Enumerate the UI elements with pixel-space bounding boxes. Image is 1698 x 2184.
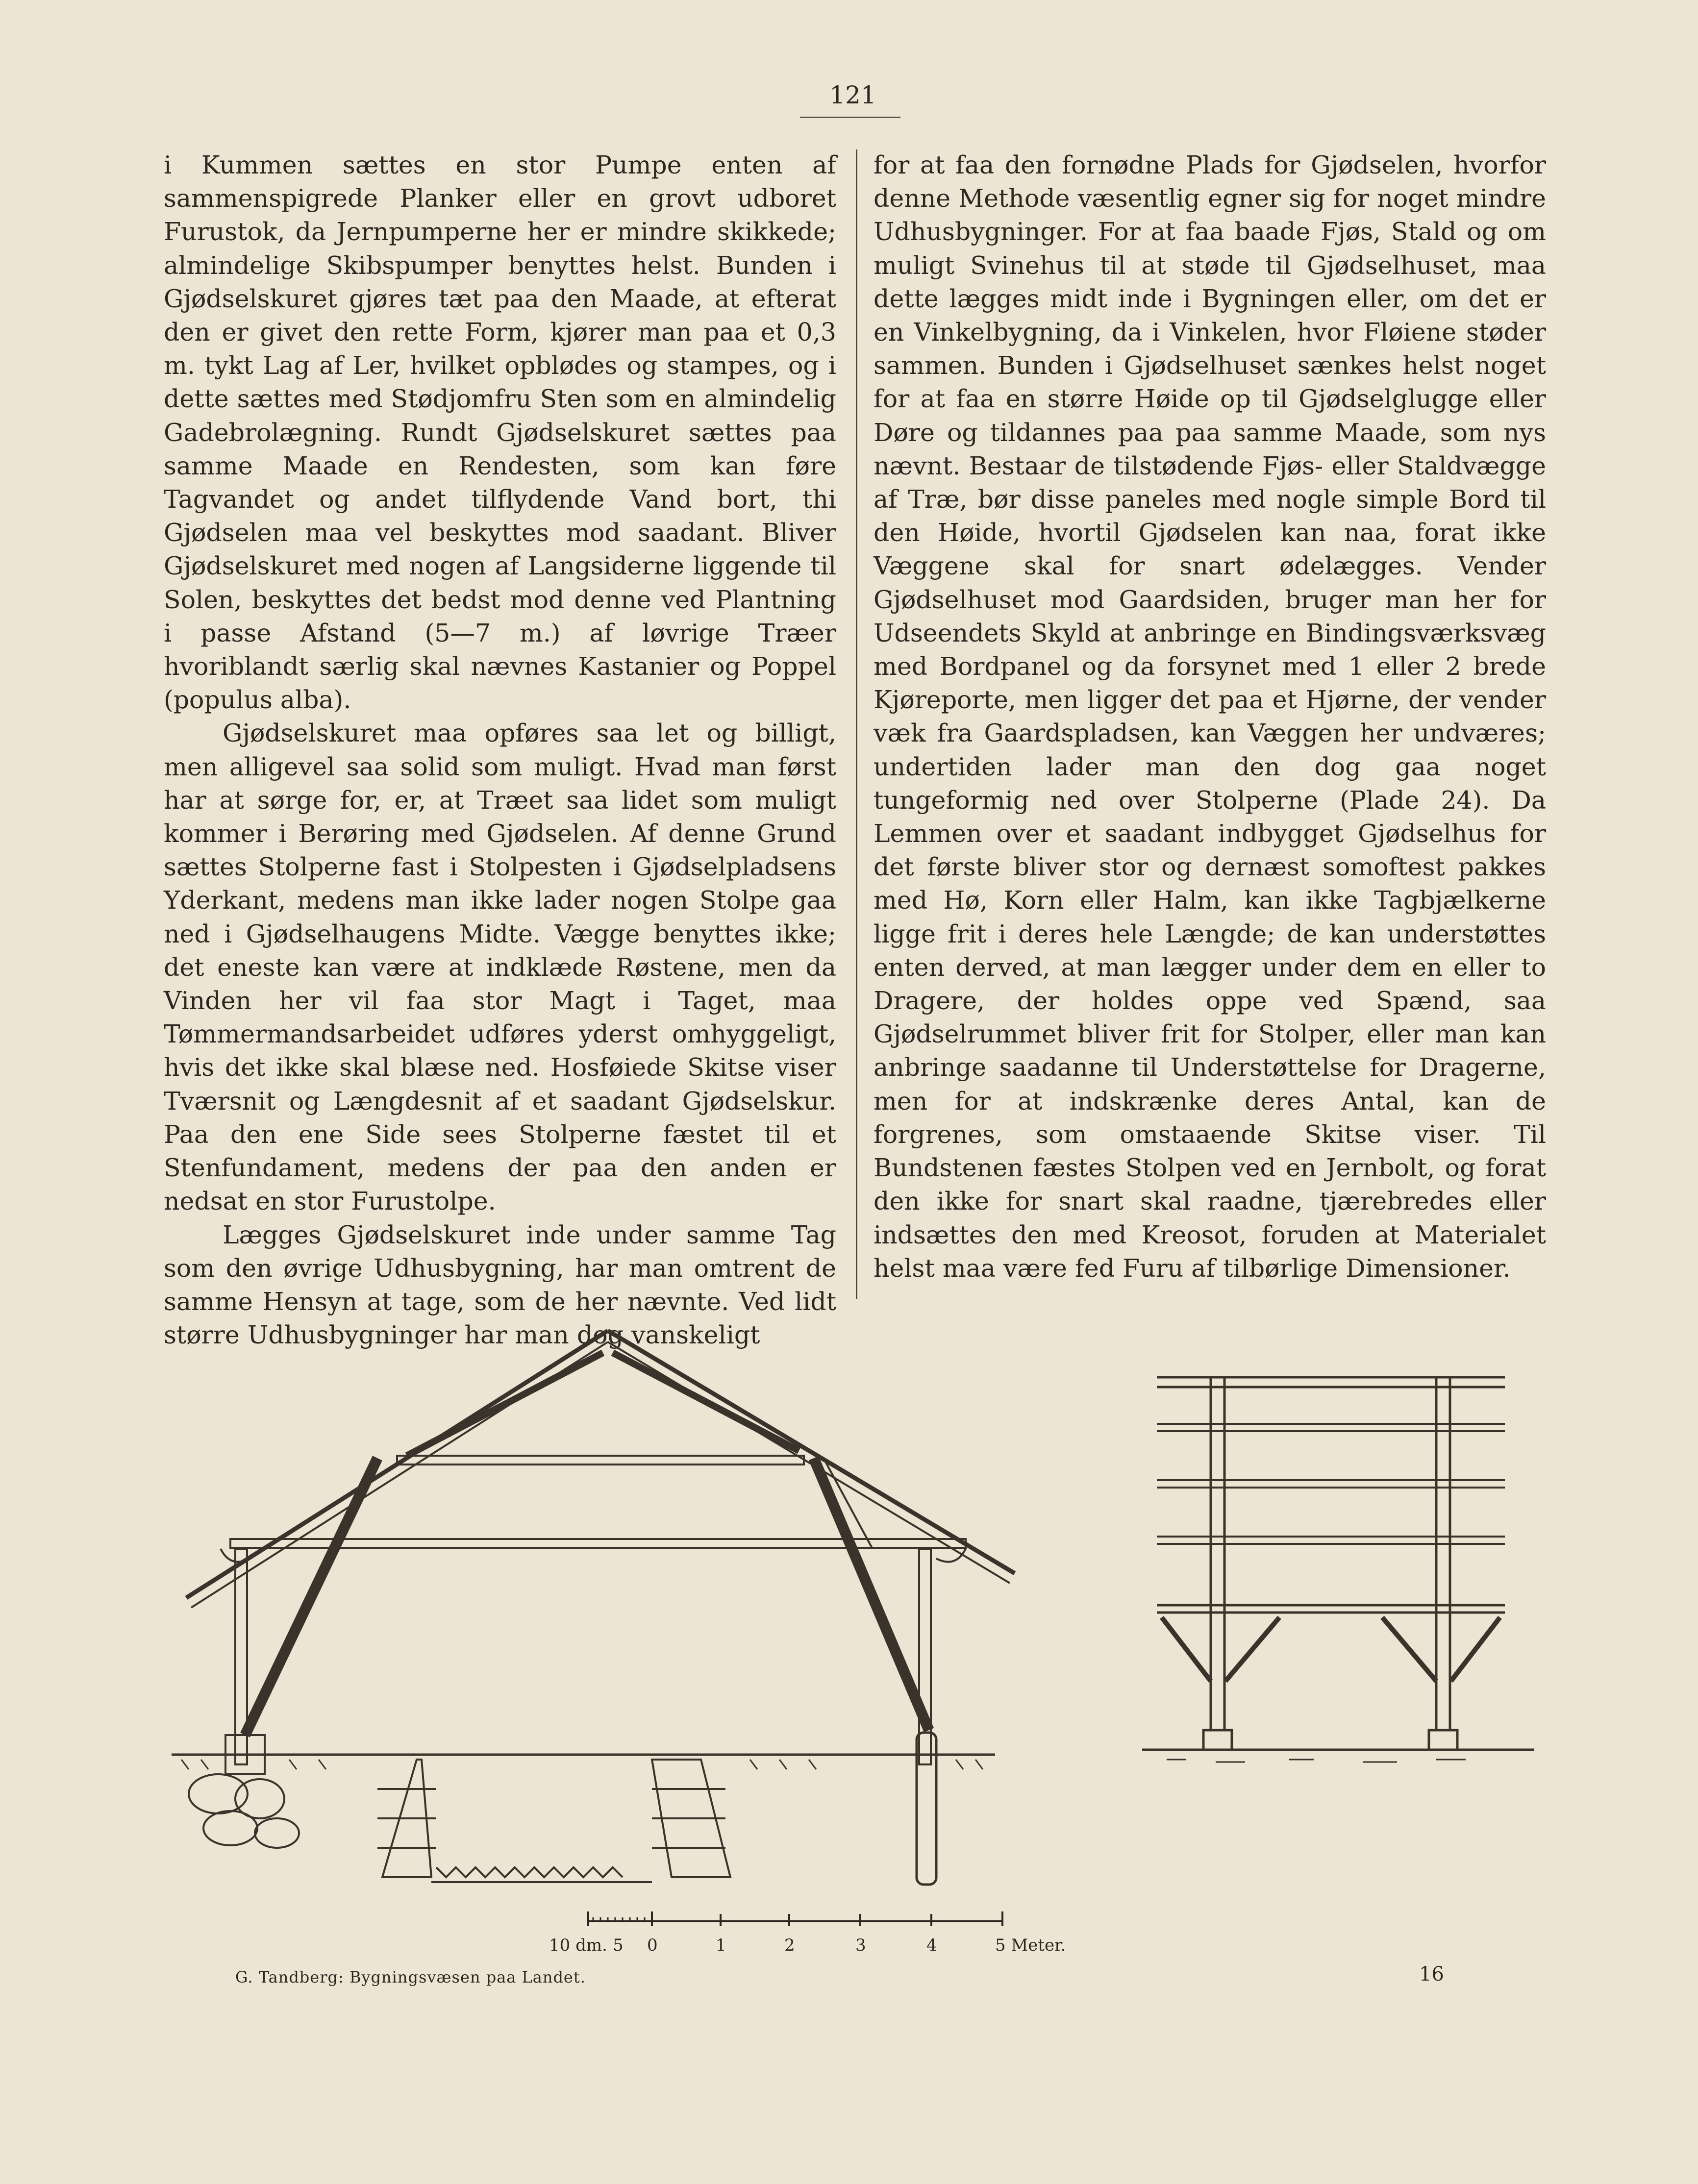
scale-label: 4 [926, 1936, 937, 1955]
scale-label: 5 Meter. [995, 1936, 1066, 1955]
manure-shed-drawing [162, 1318, 1583, 1965]
scale-bar [588, 1911, 1002, 1926]
page-number-rule [800, 117, 900, 118]
scale-label: 10 dm. [549, 1936, 607, 1955]
paragraph: for at faa den fornødne Plads for Gjødselen, hvorfor denne Methode væsentlig egner sig for noget mindre Udhusbygninger. For at faa baade Fjøs, Stald og om muligt Svinehus til at støde til Gjødselhuset, maa dette lægges midt inde i Bygningen eller, om det er en Vinkelbygning, da i Vinkelen, hvor Fløiene støder sammen. Bunden i Gjødselhuset sænkes helst noget for at faa en større Høide op til Gjødselglugge eller Døre og tildannes paa paa samme Maade, som nys nævnt. Bestaar de tilstødende Fjøs- eller Staldvægge af Træ, bør disse paneles med nogle simple Bord til den Høide, hvortil Gjødselen kan naa, forat ikke Væggene skal for snart ødelægges. Vender Gjødselhuset mod Gaardsiden, bruger man her for Udseendets Skyld at anbringe en Bindingsværksvæg med Bordpanel og da forsynet med 1 eller 2 brede Kjøreporte, men ligger det paa et Hjørne, der vender væk fra Gaardspladsen, kan Væggen her undværes; undertiden lader man den dog gaa noget tungeformig ned over Stolperne (Plade 24). Da Lemmen over et saadant indbygget Gjødselhus for det første bliver stor og dernæst somoftest pakkes med Hø, Korn eller Halm, kan ikke Tagbjælkerne ligge frit i deres hele Længde; de kan understøttes enten derved, at man lægger under dem en eller to Dragere, der holdes oppe ved Spænd, saa Gjødselrummet bliver frit for Stolper, eller man kan anbringe saadanne til Understøttelse for Dragerne, men for at indskrænke deres Antal, kan de forgrenes, som omstaaende Skitse viser. Til Bundstenen fæstes Stolpen ved en Jernbolt, og forat den ikke for snart skal raadne, tjærebredes eller indsættes den med Kreosot, foruden at Materialet helst maa være fed Furu af tilbørlige Dimensioner. [874, 150, 1546, 1283]
page-number: 121 [829, 81, 876, 109]
left-text-column [164, 149, 836, 1352]
scale-label: 0 [647, 1936, 658, 1955]
paragraph: i Kummen sættes en stor Pumpe enten af sammenspigrede Planker eller en grovt udboret Furustok, da Jernpumperne her er mindre skikkede; almindelige Skibspumper benyttes helst. Bunden i Gjødselskuret gjøres tæt paa den Maade, at efterat den er givet den rette Form, kjører man paa et 0,3 m. tykt Lag af Ler, hvilket opblødes og stampes, og i dette sættes med Stødjomfru Sten som en almindelig Gadebrolægning. Rundt Gjødselskuret sættes paa samme Maade en Rendesten, som kan føre Tagvandet og andet tilflydende Vand bort, thi Gjødselen maa vel beskyttes mod saadant. Bliver Gjødselskuret med nogen af Langsiderne liggende til Solen, beskyttes det bedst mod denne ved Plantning i passe Afstand (5—7 m.) af løvrige Træer hvoriblandt særlig skal nævnes Kastanier og Poppel (populus alba). [164, 150, 836, 715]
scale-label: 1 [716, 1936, 726, 1955]
paragraph: Lægges Gjødselskuret inde under samme Tag som den øvrige Udhusbygning, har man omtrent de samme Hensyn at tage, som de her nævnte. Ved lidt større Udhusbygninger har man dog vanskeligt [164, 1220, 836, 1350]
column-divider [856, 149, 857, 1299]
paragraph: Gjødselskuret maa opføres saa let og billigt, men alligevel saa solid som muligt. Hvad man først har at sørge for, er, at Træet saa lidet som muligt kommer i Berøring med Gjødselen. Af denne Grund sættes Stolperne fast i Stolpesten i Gjødselpladsens Yderkant, medens man ikke lader nogen Stolpe gaa ned i Gjødselhaugens Midte. Vægge benyttes ikke; det eneste kan være at indklæde Røstene, men da Vinden her vil faa stor Magt i Taget, maa Tømmermandsarbeidet udføres yderst omhyggeligt, hvis det ikke skal blæse ned. Hosføiede Skitse viser Tværsnit og Længdesnit af et saadant Gjødselskur. Paa den ene Side sees Stolperne fæstet til et Stenfundament, medens der paa den anden er nedsat en stor Furustolpe. [164, 719, 836, 1216]
scale-label: 5 [613, 1936, 624, 1955]
sheet-number: 16 [1419, 1963, 1444, 1985]
longitudinal-section-drawing [1142, 1377, 1534, 1762]
scale-label: 2 [784, 1936, 795, 1955]
footer-credit: G. Tandberg: Bygningsvæsen paa Landet. [235, 1968, 586, 1986]
cross-section-drawing [172, 1331, 1015, 1885]
scale-label: 3 [855, 1936, 866, 1955]
right-text-column [874, 149, 1546, 1285]
